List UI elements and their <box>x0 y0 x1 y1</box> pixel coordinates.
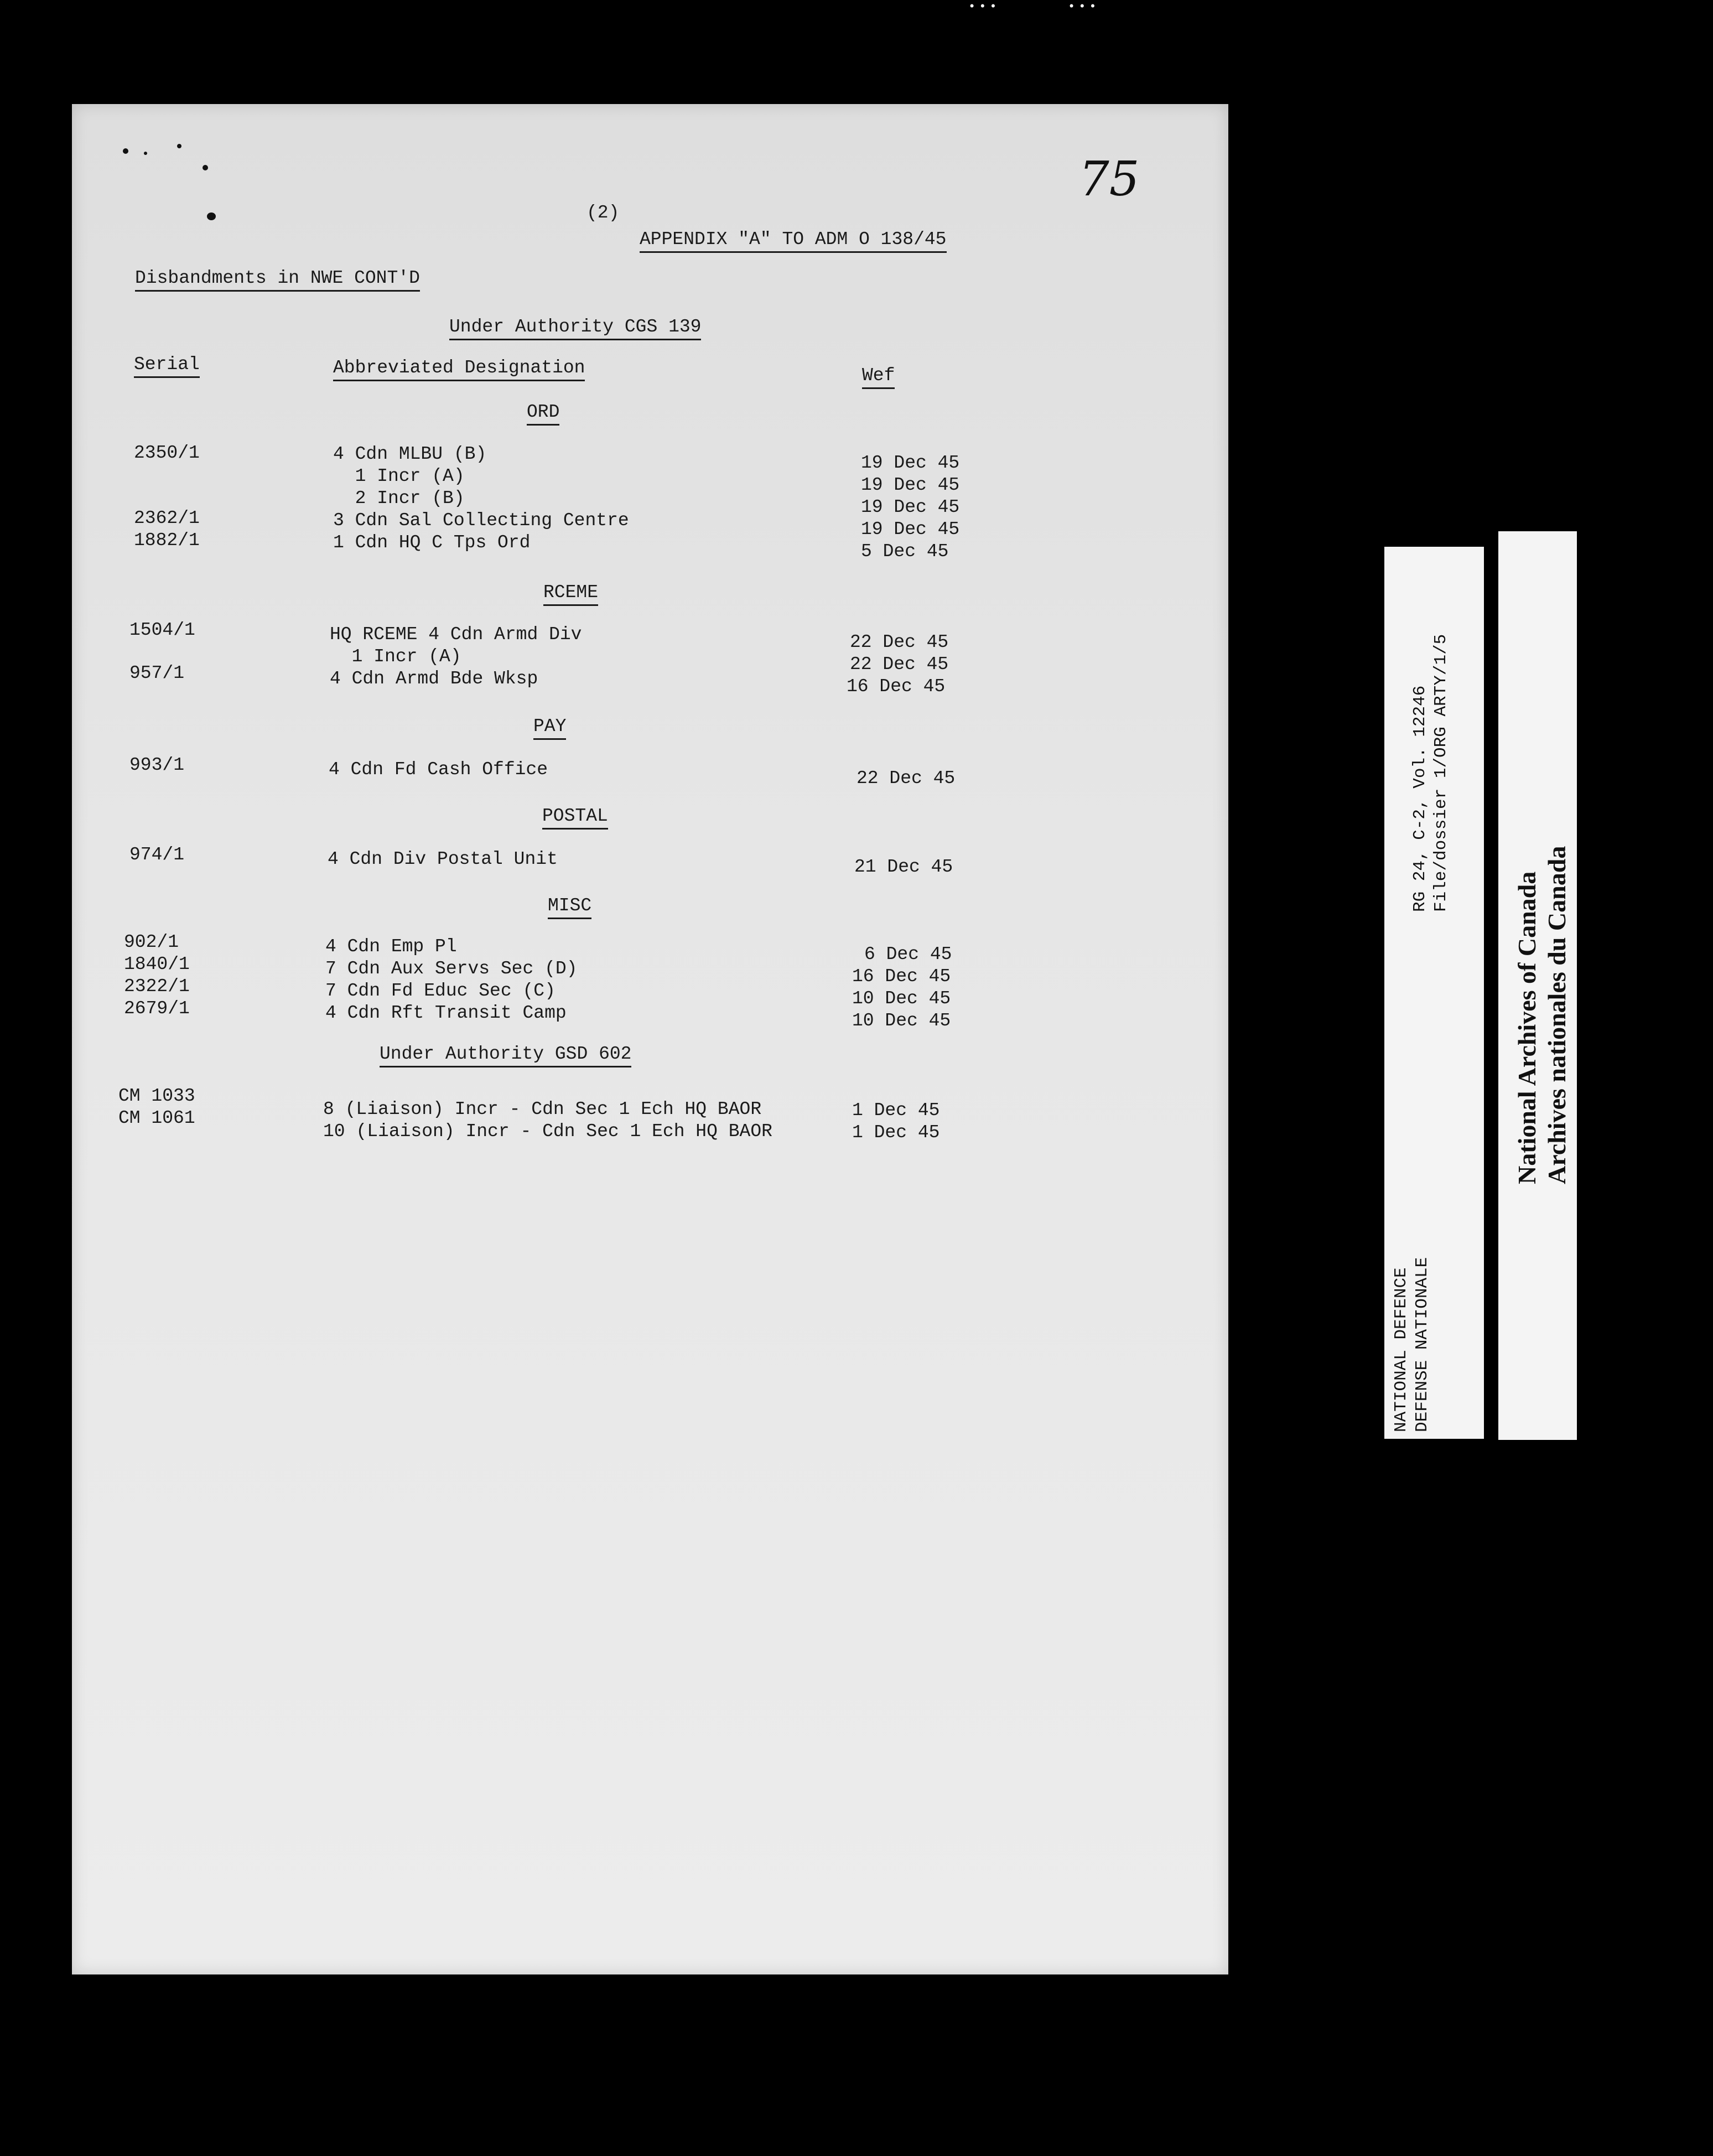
row-designation: 4 Cdn MLBU (B) <box>333 444 487 464</box>
row-wef: 19 Dec 45 <box>861 475 960 495</box>
archives-name-fr: Archives nationales du Canada <box>1543 846 1571 1184</box>
document-page <box>72 104 1228 1974</box>
row-designation: 2 Incr (B) <box>333 488 465 509</box>
row-designation: HQ RCEME 4 Cdn Armd Div <box>330 624 582 645</box>
row-designation: 4 Cdn Armd Bde Wksp <box>330 668 538 689</box>
row-wef: 5 Dec 45 <box>861 541 949 562</box>
row-designation: 1 Incr (A) <box>333 466 465 486</box>
section-title-pay: PAY <box>533 716 566 740</box>
archive-reference-line: File/dossier 1/ORG ARTY/1/5 <box>1431 634 1451 912</box>
row-serial: 2350/1 <box>134 443 200 463</box>
appendix-reference: APPENDIX "A" TO ADM O 138/45 <box>640 229 947 253</box>
row-designation: 1 Cdn HQ C Tps Ord <box>333 532 531 553</box>
department-line: DEFENSE NATIONALE <box>1413 1257 1432 1432</box>
scan-artifact: ••• <box>1068 0 1100 14</box>
row-designation: 8 (Liaison) Incr - Cdn Sec 1 Ech HQ BAOR <box>323 1099 762 1120</box>
ink-speck <box>123 148 128 154</box>
ink-speck <box>203 165 208 170</box>
section-title-postal: POSTAL <box>542 806 608 830</box>
row-wef: 22 Dec 45 <box>856 768 956 789</box>
row-serial: 902/1 <box>124 932 179 952</box>
row-serial: 1504/1 <box>129 620 195 640</box>
row-wef: 22 Dec 45 <box>850 654 949 675</box>
row-designation: 4 Cdn Emp Pl <box>325 936 457 957</box>
section-title-ord: ORD <box>527 402 559 426</box>
row-designation: 7 Cdn Fd Educ Sec (C) <box>325 981 556 1001</box>
archive-reference-label <box>1384 547 1484 1439</box>
row-designation: 3 Cdn Sal Collecting Centre <box>333 510 629 531</box>
row-designation: 1 Incr (A) <box>330 646 461 667</box>
row-serial: 1882/1 <box>134 530 200 551</box>
row-wef: 10 Dec 45 <box>852 988 951 1009</box>
authority-heading-gsd: Under Authority GSD 602 <box>380 1044 631 1067</box>
row-wef: 16 Dec 45 <box>847 676 946 697</box>
row-designation: 7 Cdn Aux Servs Sec (D) <box>325 958 578 979</box>
column-header-serial: Serial <box>134 354 200 378</box>
row-wef: 21 Dec 45 <box>854 857 953 877</box>
authority-heading-cgs: Under Authority CGS 139 <box>449 317 701 340</box>
archive-reference-line: RG 24, C-2, Vol. 12246 <box>1410 685 1430 912</box>
handwritten-folio-number: 75 <box>1079 152 1140 207</box>
ink-speck <box>207 213 216 220</box>
page-number: (2) <box>586 203 620 223</box>
row-wef: 19 Dec 45 <box>861 453 960 473</box>
department-line: NATIONAL DEFENCE <box>1392 1267 1411 1432</box>
section-title-misc: MISC <box>548 895 591 919</box>
row-designation: 4 Cdn Fd Cash Office <box>329 759 548 780</box>
row-serial: 2322/1 <box>124 976 190 997</box>
page-heading: Disbandments in NWE CONT'D <box>135 268 420 292</box>
ink-speck <box>144 152 147 155</box>
ink-speck <box>177 144 181 148</box>
row-designation: 4 Cdn Rft Transit Camp <box>325 1003 567 1023</box>
row-wef: 1 Dec 45 <box>852 1100 940 1121</box>
archives-name-en: National Archives of Canada <box>1513 871 1541 1184</box>
row-wef: 22 Dec 45 <box>850 632 949 652</box>
row-wef: 19 Dec 45 <box>861 497 960 517</box>
row-serial: 2679/1 <box>124 998 190 1019</box>
row-serial: 957/1 <box>129 663 185 683</box>
row-serial: CM 1033 <box>118 1086 195 1106</box>
row-wef: 1 Dec 45 <box>852 1122 940 1143</box>
section-title-rceme: RCEME <box>543 582 598 606</box>
row-wef: 19 Dec 45 <box>861 519 960 540</box>
row-designation: 4 Cdn Div Postal Unit <box>328 849 558 869</box>
scan-artifact: ••• <box>968 0 1000 14</box>
row-serial: 1840/1 <box>124 954 190 975</box>
row-wef: 16 Dec 45 <box>852 966 951 987</box>
row-serial: 974/1 <box>129 844 185 865</box>
row-wef: 6 Dec 45 <box>864 944 952 965</box>
column-header-designation: Abbreviated Designation <box>333 357 585 381</box>
national-archives-label <box>1498 531 1577 1440</box>
row-serial: 2362/1 <box>134 508 200 528</box>
row-serial: CM 1061 <box>118 1108 195 1128</box>
row-designation: 10 (Liaison) Incr - Cdn Sec 1 Ech HQ BAOR <box>323 1121 772 1142</box>
row-serial: 993/1 <box>129 755 185 775</box>
row-wef: 10 Dec 45 <box>852 1010 951 1031</box>
column-header-wef: Wef <box>862 365 895 389</box>
